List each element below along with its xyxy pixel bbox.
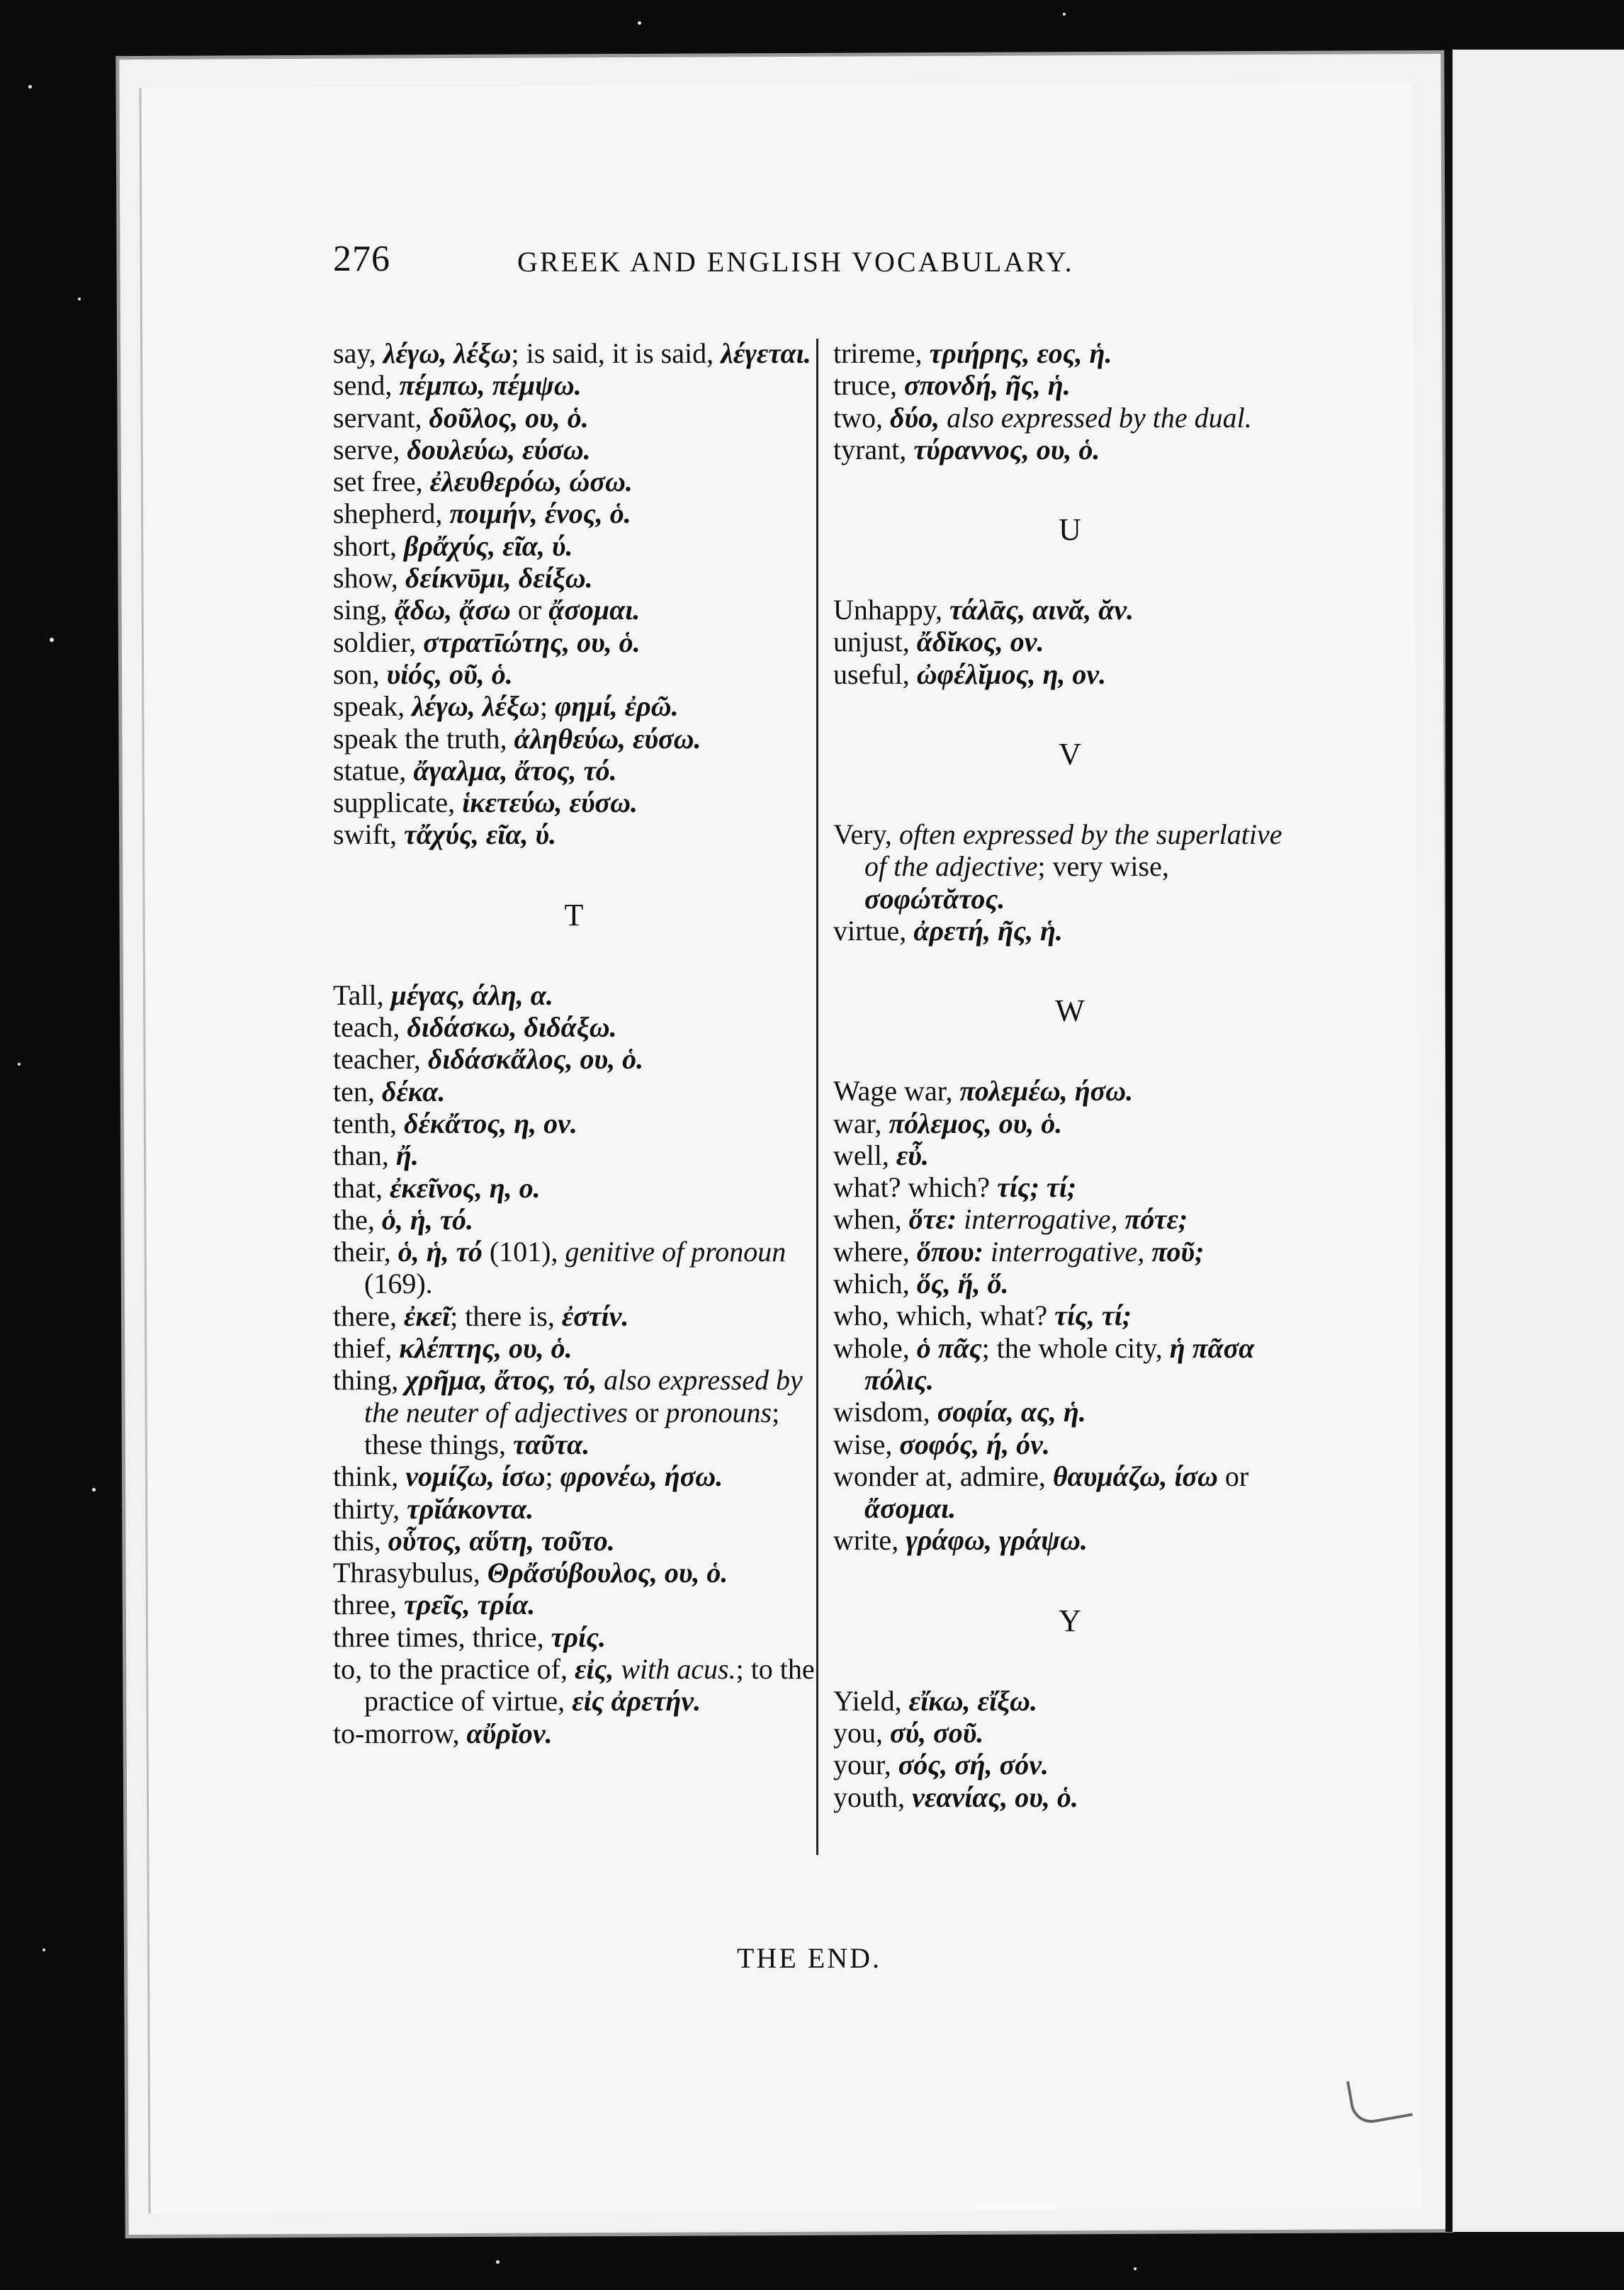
english-term: son, bbox=[333, 658, 387, 690]
english-term: thief, bbox=[333, 1332, 400, 1365]
vocabulary-entry bbox=[333, 786, 815, 818]
vocabulary-entry bbox=[833, 1299, 1307, 1331]
english-term: Wage war, bbox=[833, 1075, 960, 1107]
greek-term: δέκα. bbox=[381, 1075, 446, 1107]
vocabulary-entry bbox=[333, 530, 815, 562]
vocabulary-entry bbox=[333, 1236, 815, 1300]
greek-term: υἱός, οῦ, ὁ. bbox=[386, 658, 513, 690]
english-term: teach, bbox=[333, 1011, 407, 1044]
english-term: youth, bbox=[833, 1781, 913, 1813]
english-term: ; bbox=[539, 690, 555, 723]
english-term: Thrasybulus, bbox=[333, 1557, 487, 1589]
vocabulary-entry bbox=[833, 1717, 1307, 1749]
greek-term: ἐστίν. bbox=[561, 1299, 629, 1332]
english-term: to, to the practice of, bbox=[333, 1652, 575, 1685]
vocabulary-entry bbox=[833, 1396, 1307, 1428]
vocabulary-entry bbox=[833, 1171, 1307, 1203]
vocabulary-entry bbox=[333, 1043, 815, 1075]
vocabulary-entry bbox=[833, 1236, 1307, 1268]
vocabulary-entry bbox=[333, 1172, 815, 1204]
greek-term: λέγω, λέξω bbox=[412, 690, 540, 723]
letter-heading-v: V bbox=[1059, 737, 1081, 772]
greek-term: ἀληθεύω, εύσω. bbox=[514, 722, 701, 755]
vocabulary-entry bbox=[333, 1718, 815, 1749]
english-term: to-morrow, bbox=[333, 1717, 467, 1749]
greek-term: σός, σή, σόν. bbox=[898, 1749, 1049, 1781]
english-term: teacher, bbox=[333, 1043, 428, 1076]
italic-note: often expressed by the superlative of the adjective bbox=[864, 818, 1282, 883]
greek-term: ἤ. bbox=[395, 1139, 419, 1172]
english-term: Unhappy, bbox=[833, 594, 950, 626]
greek-term: ὁ πᾶς bbox=[916, 1331, 982, 1364]
vocabulary-entry bbox=[833, 1139, 1307, 1171]
greek-term: φημί, ἐρῶ. bbox=[554, 690, 679, 723]
greek-term: τύραννος, ου, ὁ. bbox=[913, 433, 1100, 466]
greek-term: πόλεμος, ου, ὁ. bbox=[889, 1107, 1063, 1139]
vocabulary-entry bbox=[833, 1460, 1307, 1525]
italic-note: also expressed by the neuter of adjectives bbox=[364, 1364, 803, 1428]
vocabulary-entry bbox=[333, 562, 815, 594]
greek-term: σοφία, ας, ἡ. bbox=[937, 1396, 1086, 1428]
english-term: you, bbox=[833, 1717, 890, 1749]
italic-note: also expressed by the dual. bbox=[947, 401, 1252, 434]
greek-term: εὖ. bbox=[896, 1139, 929, 1171]
vocabulary-entry bbox=[333, 658, 815, 690]
vocabulary-entry bbox=[833, 1685, 1307, 1717]
vocabulary-entry bbox=[333, 755, 815, 786]
greek-term: δύο, bbox=[890, 401, 947, 434]
greek-term: λέγεται. bbox=[721, 337, 811, 369]
vocabulary-entry bbox=[333, 1332, 815, 1364]
english-term: write, bbox=[833, 1524, 906, 1557]
greek-term: τάλᾱς, αινᾰ, ᾰν. bbox=[949, 594, 1134, 626]
greek-term: ἄγαλμα, ἄτος, τό. bbox=[413, 754, 617, 786]
vocabulary-entry bbox=[833, 1268, 1307, 1299]
greek-term: πότε; bbox=[1124, 1203, 1188, 1236]
greek-term: τἄχύς, εῖα, ύ. bbox=[404, 818, 557, 851]
greek-term: θαυμάζω, ίσω bbox=[1052, 1460, 1218, 1492]
greek-term: αὔρῐον. bbox=[466, 1717, 553, 1749]
greek-term: ἀρετή, ῆς, ἡ. bbox=[913, 914, 1063, 947]
english-term: where, bbox=[833, 1235, 917, 1268]
greek-term: τρίς. bbox=[551, 1620, 606, 1653]
greek-term: τίς, τί; bbox=[1054, 1299, 1132, 1332]
vocabulary-entry bbox=[833, 915, 1307, 947]
greek-term: μέγας, άλη, α. bbox=[390, 978, 553, 1011]
scan-speck bbox=[28, 85, 32, 89]
scan-speck bbox=[18, 1063, 21, 1066]
vocabulary-entry bbox=[833, 626, 1307, 658]
english-term: sing, bbox=[333, 594, 395, 626]
column-divider bbox=[816, 339, 818, 1855]
greek-term: ὠφέλῐμος, η, ον. bbox=[916, 658, 1107, 690]
vocabulary-entry bbox=[333, 1076, 815, 1107]
english-term: three times, thrice, bbox=[333, 1620, 551, 1653]
scan-speck bbox=[638, 21, 641, 25]
scan-speck bbox=[92, 1488, 96, 1491]
greek-term: ὅτε: bbox=[908, 1203, 964, 1236]
english-term: this, bbox=[333, 1524, 388, 1557]
english-term: set free, bbox=[333, 466, 430, 498]
vocabulary-entry bbox=[833, 369, 1307, 401]
greek-term: εἴκω, εἴξω. bbox=[908, 1684, 1037, 1717]
vocabulary-entry bbox=[333, 369, 815, 401]
scan-speck bbox=[496, 2260, 500, 2264]
english-term: useful, bbox=[833, 658, 917, 690]
running-title: GREEK AND ENGLISH VOCABULARY. bbox=[517, 246, 1074, 278]
greek-term: διδάσκἄλος, ου, ὁ. bbox=[427, 1043, 644, 1076]
greek-term: ἱκετεύω, εύσω. bbox=[462, 786, 638, 819]
english-term: trireme, bbox=[833, 337, 930, 369]
english-term: ten, bbox=[333, 1075, 382, 1107]
greek-term: βρἄχύς, εῖα, ύ. bbox=[404, 529, 573, 562]
vocabulary-entry bbox=[333, 690, 815, 722]
vocabulary-entry bbox=[333, 1557, 815, 1589]
greek-term: ὅς, ἥ, ὅ. bbox=[916, 1268, 1009, 1300]
vocabulary-entry bbox=[833, 402, 1307, 434]
greek-term: δουλεύω, εύσω. bbox=[407, 433, 591, 466]
vocabulary-entry bbox=[333, 1204, 815, 1236]
english-term: when, bbox=[833, 1203, 909, 1236]
vocabulary-entry bbox=[333, 497, 815, 529]
italic-note: pronouns bbox=[665, 1396, 772, 1428]
facing-page-edge bbox=[1445, 50, 1624, 2232]
vocabulary-entry bbox=[333, 1107, 815, 1139]
english-term: (101), bbox=[482, 1236, 565, 1268]
english-term: ; these things, bbox=[364, 1396, 780, 1460]
english-term: the, bbox=[333, 1203, 382, 1236]
vocabulary-entry bbox=[833, 1524, 1307, 1556]
english-term: unjust, bbox=[833, 626, 917, 658]
english-term: or bbox=[510, 594, 549, 626]
greek-term: εἰς ἀρετήν. bbox=[572, 1685, 701, 1718]
vocabulary-entry bbox=[333, 723, 815, 755]
greek-term: σπονδή, ῆς, ἡ. bbox=[903, 369, 1071, 402]
the-end: THE END. bbox=[737, 1942, 881, 1974]
scan-speck bbox=[1063, 13, 1066, 16]
vocabulary-entry bbox=[333, 1525, 815, 1557]
english-term: there, bbox=[333, 1299, 404, 1332]
greek-term: ἄδῐκος, ον. bbox=[916, 626, 1044, 658]
vocabulary-entry bbox=[333, 594, 815, 626]
vocabulary-entry bbox=[333, 434, 815, 466]
greek-term: δέκἄτος, η, ον. bbox=[403, 1107, 577, 1139]
vocabulary-entry bbox=[833, 818, 1307, 915]
greek-term: πέμπω, πέμψω. bbox=[399, 369, 582, 402]
greek-term: τρεῖς, τρία. bbox=[403, 1589, 536, 1621]
english-term: send, bbox=[333, 369, 400, 402]
vocabulary-entry bbox=[833, 337, 1307, 369]
english-term: soldier, bbox=[333, 626, 424, 658]
greek-term: σύ, σοῦ. bbox=[890, 1717, 984, 1749]
italic-note: interrogative, bbox=[990, 1235, 1152, 1268]
english-term: short, bbox=[333, 529, 404, 562]
greek-term: λέγω, λέξω bbox=[383, 337, 512, 369]
greek-term: χρῆμα, ἄτος, τό, bbox=[405, 1364, 604, 1397]
vocabulary-entry bbox=[333, 1011, 815, 1043]
scan-speck bbox=[43, 1948, 45, 1951]
english-term: virtue, bbox=[833, 914, 914, 947]
italic-note: genitive of pronoun bbox=[565, 1236, 786, 1268]
greek-term: ποῦ; bbox=[1151, 1235, 1205, 1268]
vocabulary-entry bbox=[333, 1493, 815, 1525]
english-term: three, bbox=[333, 1589, 404, 1621]
letter-heading-y: Y bbox=[1059, 1603, 1081, 1638]
vocabulary-entry bbox=[833, 434, 1307, 466]
vocabulary-entry bbox=[833, 658, 1307, 690]
letter-heading-t: T bbox=[564, 897, 584, 932]
greek-term: ἐκεῖνος, η, ο. bbox=[389, 1171, 541, 1204]
vocabulary-column-right bbox=[833, 337, 1307, 1813]
english-term: war, bbox=[833, 1107, 889, 1139]
scan-speck bbox=[50, 638, 54, 642]
greek-term: εἰς, bbox=[574, 1652, 621, 1685]
greek-term: Θρἄσύβουλος, ου, ὁ. bbox=[487, 1557, 728, 1589]
letter-heading-u: U bbox=[1059, 512, 1081, 548]
english-term: ; the whole city, bbox=[981, 1331, 1170, 1364]
vocabulary-entry bbox=[333, 402, 815, 434]
vocabulary-entry bbox=[333, 818, 815, 850]
english-term: tenth, bbox=[333, 1107, 404, 1139]
english-term: what? which? bbox=[833, 1171, 998, 1204]
vocabulary-entry bbox=[333, 1300, 815, 1332]
english-term: or bbox=[1217, 1460, 1249, 1492]
greek-term: ποιμήν, ένος, ὁ. bbox=[449, 497, 631, 530]
english-term: say, bbox=[333, 337, 383, 369]
english-term: speak, bbox=[333, 690, 412, 723]
english-term: ; to the practice of virtue, bbox=[364, 1652, 815, 1718]
english-term: thirty, bbox=[333, 1492, 407, 1525]
greek-term: τίς; τί; bbox=[997, 1171, 1077, 1204]
english-term: or bbox=[628, 1396, 666, 1428]
greek-term: κλέπτης, ου, ὁ. bbox=[399, 1332, 573, 1365]
greek-term: ταῦτα. bbox=[512, 1428, 590, 1460]
english-term: shepherd, bbox=[333, 497, 450, 530]
english-term: speak the truth, bbox=[333, 722, 514, 755]
greek-term: νεανίας, ου, ὁ. bbox=[912, 1781, 1078, 1813]
greek-term: δοῦλος, ου, ὁ. bbox=[429, 401, 589, 434]
vocabulary-entry bbox=[333, 1653, 815, 1718]
english-term: (169). bbox=[364, 1268, 433, 1300]
greek-term: τρῐάκοντα. bbox=[407, 1492, 534, 1525]
english-term: ; very wise, bbox=[1037, 850, 1169, 883]
greek-term: νομίζω, ίσω bbox=[405, 1460, 546, 1493]
greek-term: οὗτος, αὕτη, τοῦτο. bbox=[388, 1524, 615, 1557]
vocabulary-entry bbox=[333, 1460, 815, 1492]
english-term: their, bbox=[333, 1236, 398, 1268]
vocabulary-entry bbox=[833, 1749, 1307, 1781]
english-term: that, bbox=[333, 1171, 390, 1204]
greek-term: ἄσομαι. bbox=[864, 1492, 957, 1525]
scan-speck bbox=[78, 298, 81, 300]
italic-note: with acus. bbox=[621, 1652, 736, 1685]
greek-term: φρονέω, ήσω. bbox=[560, 1460, 723, 1493]
english-term: wonder at, admire, bbox=[833, 1460, 1053, 1492]
english-term: two, bbox=[833, 401, 890, 434]
page-header bbox=[333, 238, 1141, 288]
english-term: servant, bbox=[333, 401, 429, 434]
english-term: think, bbox=[333, 1460, 406, 1493]
english-term: which, bbox=[833, 1268, 917, 1300]
greek-term: ἐκεῖ bbox=[403, 1299, 451, 1332]
vocabulary-entry bbox=[833, 1332, 1307, 1397]
vocabulary-entry bbox=[333, 979, 815, 1011]
vocabulary-entry bbox=[333, 1589, 815, 1620]
letter-heading-w: W bbox=[1055, 993, 1085, 1029]
vocabulary-entry bbox=[833, 1107, 1307, 1139]
vocabulary-entry bbox=[333, 337, 815, 369]
greek-term: ἡ πᾶσα πόλις. bbox=[864, 1331, 1255, 1396]
greek-term: τριήρης, εος, ἡ. bbox=[929, 337, 1112, 369]
english-term: whole, bbox=[833, 1331, 917, 1364]
greek-term: σοφώτᾰτος. bbox=[864, 882, 1005, 915]
english-term: ; bbox=[545, 1460, 560, 1493]
english-term: your, bbox=[833, 1749, 898, 1781]
english-term: Yield, bbox=[833, 1684, 909, 1717]
english-term: Very, bbox=[833, 818, 899, 851]
vocabulary-entry bbox=[333, 626, 815, 658]
english-term: statue, bbox=[333, 754, 414, 786]
english-term: thing, bbox=[333, 1364, 406, 1397]
english-term: serve, bbox=[333, 433, 407, 466]
vocabulary-entry bbox=[333, 1139, 815, 1171]
english-term: Tall, bbox=[333, 978, 391, 1011]
greek-term: ᾄδω, ᾄσω bbox=[394, 594, 511, 626]
english-term: well, bbox=[833, 1139, 896, 1171]
vocabulary-entry bbox=[333, 1621, 815, 1653]
english-term: show, bbox=[333, 562, 405, 594]
english-term: wisdom, bbox=[833, 1396, 937, 1428]
english-term: supplicate, bbox=[333, 786, 463, 819]
english-term: tyrant, bbox=[833, 433, 914, 466]
english-term: swift, bbox=[333, 818, 404, 851]
greek-term: γράφω, γράψω. bbox=[906, 1524, 1088, 1557]
scan-speck bbox=[1134, 2267, 1137, 2270]
greek-term: ὅπου: bbox=[916, 1235, 991, 1268]
vocabulary-entry bbox=[833, 1781, 1307, 1813]
vocabulary-entry bbox=[833, 1075, 1307, 1107]
english-term: who, which, what? bbox=[833, 1299, 1055, 1332]
greek-term: διδάσκω, διδάξω. bbox=[407, 1011, 617, 1044]
page-number: 276 bbox=[333, 239, 390, 279]
greek-term: ὁ, ἡ, τό. bbox=[381, 1203, 474, 1236]
vocabulary-entry bbox=[333, 466, 815, 497]
vocabulary-entry bbox=[833, 1203, 1307, 1235]
english-term: truce, bbox=[833, 369, 904, 402]
greek-term: σοφός, ή, όν. bbox=[899, 1428, 1050, 1460]
greek-term: δείκνῡμι, δείξω. bbox=[405, 562, 593, 594]
vocabulary-column-left bbox=[333, 337, 815, 1749]
greek-term: πολεμέω, ήσω. bbox=[959, 1075, 1134, 1107]
greek-term: ὁ, ἡ, τό bbox=[397, 1236, 483, 1268]
greek-term: ἐλευθερόω, ώσω. bbox=[429, 466, 633, 498]
italic-note: interrogative, bbox=[964, 1203, 1125, 1236]
english-term: ; there is, bbox=[450, 1299, 562, 1332]
vocabulary-entry bbox=[333, 1364, 815, 1460]
greek-term: ᾄσομαι. bbox=[548, 594, 641, 626]
vocabulary-entry bbox=[833, 594, 1307, 626]
english-term: ; is said, it is said, bbox=[511, 337, 721, 369]
vocabulary-entry bbox=[833, 1428, 1307, 1460]
english-term: than, bbox=[333, 1139, 396, 1172]
english-term: wise, bbox=[833, 1428, 900, 1460]
greek-term: στρατῑώτης, ου, ὁ. bbox=[423, 626, 641, 658]
